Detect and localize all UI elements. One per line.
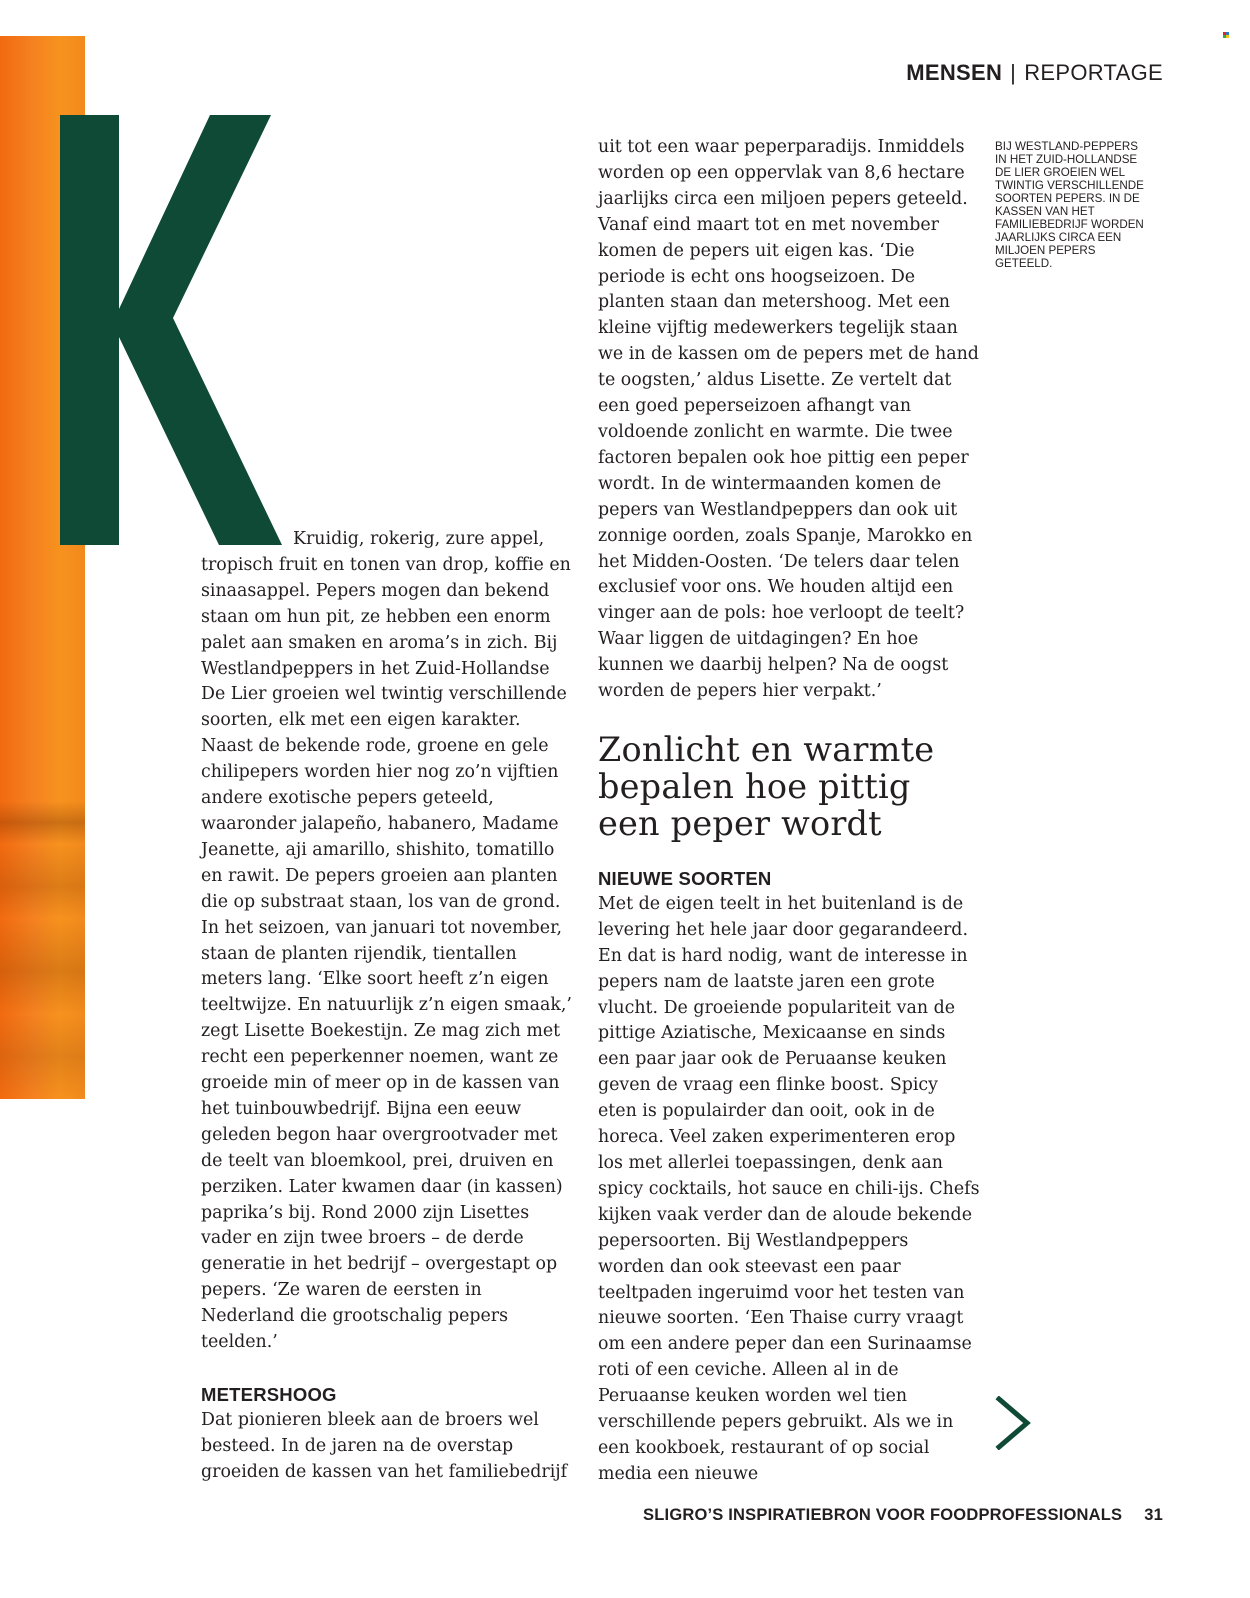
pull-quote: Zonlicht en warmte bepalen hoe pittig een peper wordt <box>598 729 935 843</box>
article-left-column <box>201 527 573 1486</box>
subsection-name: REPORTAGE <box>1024 60 1163 85</box>
intro-paragraph: Kruidig, rokerig, zure appel, tropisch fruit en tonen van drop, koffie en sinaasappel. Pepers mogen dan bekend staan om hun pit, ze hebben een enorm palet aan smaken en aroma’s in zich. Bij Westlandpeppers in het Zuid-Hollandse De Lier groeien wel twintig verschillende soorten, elk met een eigen karakter. Naast de bekende rode, groene en gele chilipepers worden hier nog zo’n vijftien andere exotische pepers geteeld, waaronder jalapeño, habanero, Madame Jeanette, aji amarillo, shishito, tomatillo en rawit. De pepers groeien aan planten die op substraat staan, los van de grond. In het seizoen, van januari tot november, staan de planten rijendik, tientallen meters lang. ‘Elke soort heeft z’n eigen teeltwijze. En natuurlijk z’n eigen smaak,’ zegt Lisette Boekestijn. Ze mag zich met recht een peperkenner noemen, want ze groeide min of meer op in de kassen van het tuinbouwbedrijf. Bijna een eeuw geleden begon haar overgrootvader met de teelt van bloemkool, prei, druiven en perziken. Later kwamen daar (in kassen) paprika’s bij. Rond 2000 zijn Lisettes vader en zijn twee broers – de derde generatie in het bedrijf – overgestapt op pepers. ‘Ze waren de eersten in Nederland die grootschalig pepers teelden.’ <box>201 529 572 1353</box>
color-registration-mark <box>1223 32 1229 38</box>
body-paragraph: Dat pionieren bleek aan de broers wel besteed. In de jaren na de overstap groeiden de kassen van het familiebedrijf <box>201 1410 568 1482</box>
article-middle-column <box>598 135 980 1488</box>
dropcap-letter-k <box>60 115 282 545</box>
page-number: 31 <box>1144 1506 1163 1524</box>
publication-tagline: SLIGRO’S INSPIRATIEBRON VOOR FOODPROFESSIONALS <box>643 1506 1123 1524</box>
body-paragraph: uit tot een waar peperparadijs. Inmiddels worden op een oppervlak van 8,6 hectare jaarlijks circa een miljoen pepers geteeld. Vanaf eind maart tot en met november komen de pepers uit eigen kas. ‘Die periode is echt ons hoogseizoen. De planten staan dan metershoog. Met een kleine vijftig medewerkers tegelijk staan we in de kassen om de pepers met de hand te oogsten,’ aldus Lisette. Ze vertelt dat een goed peperseizoen afhangt van voldoende zonlicht en warmte. Die twee factoren bepalen ook hoe pittig een peper wordt. In de wintermaanden komen de pepers van Westlandpeppers dan ook uit zonnige oorden, zoals Spanje, Marokko en het Midden-Oosten. ‘De telers daar telen exclusief voor ons. We houden altijd een vinger aan de pols: hoe verloopt de teelt? Waar liggen de uitdagingen? En hoe kunnen we daarbij helpen? Na de oogst worden de pepers hier verpakt.’ <box>598 137 979 702</box>
body-paragraph: Met de eigen teelt in het buitenland is de levering het hele jaar door gegarandeerd. En dat is hard nodig, want de interesse in pepers nam de laatste jaren een grote vlucht. De groeiende populariteit van de pittige Aziatische, Mexicaanse en sinds een paar jaar ook de Peruaanse keuken geven de vraag een flinke boost. Spicy eten is populairder dan ooit, ook in de horeca. Veel zaken experimenteren erop los met allerlei toepassingen, denk aan spicy cocktails, hot sauce en chili-ijs. Chefs kijken vaak verder dan de aloude bekende pepersoorten. Bij Westlandpeppers worden dan ook steevast een paar teeltpaden ingeruimd voor het testen van nieuwe soorten. ‘Een Thaise curry vraagt om een andere peper dan een Surinaamse roti of een ceviche. Alleen al in de Peruaanse keuken worden wel tien verschillende pepers gebruikt. Als we in een kookboek, restaurant of op social media een nieuwe <box>598 893 980 1484</box>
footer <box>643 1506 1163 1525</box>
photo-caption: BIJ WESTLAND-PEPPERS IN HET ZUID-HOLLANDSE DE LIER GROEIEN WEL TWINTIG VERSCHILLENDE SOORTEN PEPERS. IN DE KASSEN VAN HET FAMILIEBEDRIJF WORDEN JAARLIJKS CIRCA EEN MILJOEN PEPERS GETEELD. <box>995 140 1144 270</box>
subhead-metershoog: METERSHOOG <box>201 1384 337 1405</box>
section-separator: | <box>1010 60 1017 85</box>
section-name: MENSEN <box>906 60 1003 85</box>
section-label <box>906 60 1163 86</box>
chevron-right-icon[interactable] <box>993 1396 1033 1450</box>
subhead-nieuwe-soorten: NIEUWE SOORTEN <box>598 867 772 889</box>
